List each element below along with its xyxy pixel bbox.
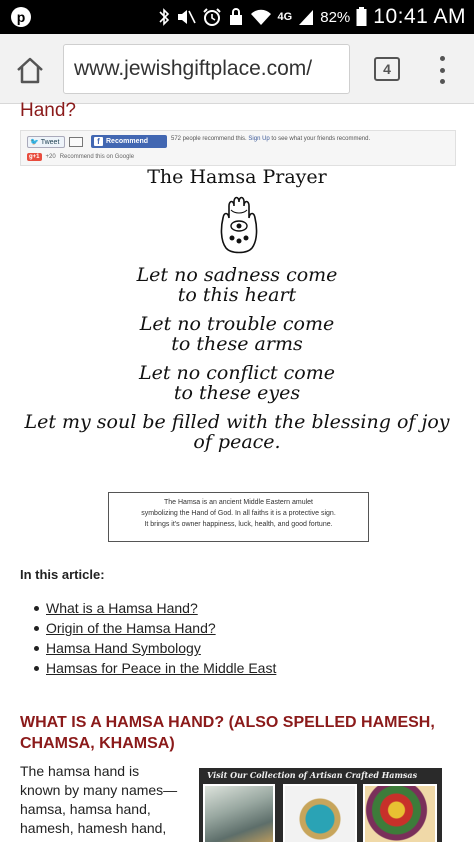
facebook-recommend-button[interactable]: f Recommend — [91, 135, 167, 148]
google-plus-row: g+1 +20 Recommend this on Google — [29, 154, 135, 160]
prayer-stanza: Let my soul be filled with the blessing of joy of peace. — [24, 411, 450, 453]
signup-link[interactable]: Sign Up — [248, 136, 270, 142]
article-body: The hamsa hand is known by many names— hamsa, hamsa hand, hamesh, hamesh hand, — [20, 763, 178, 836]
alarm-icon — [202, 7, 222, 27]
lock-icon — [228, 7, 244, 27]
network-type: 4G — [277, 11, 293, 23]
hamsa-caption-box: The Hamsa is an ancient Middle Eastern amulet symbolizing the Hand of God. In all faiths it is a protective sign. It brings it's owner happiness, luck, health, and good fortune. — [108, 492, 369, 542]
google-plus-button[interactable]: g+1 — [29, 154, 40, 160]
prayer-title: The Hamsa Prayer — [147, 166, 327, 188]
hamsa-product-image[interactable] — [203, 784, 275, 842]
partial-heading: Hand? — [20, 100, 76, 120]
email-share-icon[interactable] — [69, 137, 83, 147]
prayer-stanza: Let no sadness come to this heart — [136, 264, 338, 306]
collection-banner[interactable] — [199, 768, 442, 842]
signal-icon — [298, 7, 314, 27]
hamsa-hand-icon — [217, 196, 261, 256]
in-article-label: In this article: — [20, 567, 105, 582]
overflow-menu-icon[interactable] — [432, 56, 452, 84]
table-of-contents — [46, 598, 276, 678]
toc-link[interactable]: What is a Hamsa Hand? — [46, 598, 276, 618]
hamsa-product-image[interactable] — [283, 784, 357, 842]
clock: 10:41 AM — [373, 5, 466, 28]
bluetooth-icon — [158, 7, 170, 27]
battery-percent: 82% — [320, 8, 351, 26]
toc-link[interactable]: Hamsa Hand Symbology — [46, 638, 276, 658]
social-share-bar — [20, 130, 456, 166]
toc-link[interactable]: Origin of the Hamsa Hand? — [46, 618, 276, 638]
prayer-stanza: Let no conflict come to these eyes — [139, 362, 335, 404]
twitter-bird-icon: 🐦 — [30, 139, 39, 146]
home-button[interactable] — [12, 54, 48, 86]
battery-icon — [356, 7, 367, 27]
mute-icon — [176, 7, 196, 27]
collection-title: Visit Our Collection of Artisan Crafted Hamsas — [207, 770, 418, 780]
url-field[interactable]: www.jewishgiftplace.com/ — [63, 44, 350, 94]
facebook-icon: f — [94, 137, 103, 146]
section-heading: WHAT IS A HAMSA HAND? (ALSO SPELLED HAMESH, CHAMSA, KHAMSA) — [20, 714, 435, 752]
svg-text:p: p — [16, 9, 26, 25]
status-icons — [158, 0, 466, 34]
tabs-button[interactable]: 4 — [374, 57, 400, 81]
prayer-stanza: Let no trouble come to these arms — [139, 313, 335, 355]
status-bar — [0, 0, 474, 34]
home-icon — [15, 56, 45, 84]
hamsa-product-image[interactable] — [363, 784, 437, 842]
pinterest-icon — [10, 6, 32, 28]
browser-toolbar — [0, 34, 474, 104]
wifi-icon — [250, 7, 272, 27]
recommend-text: 572 people recommend this. Sign Up to see what your friends recommend. — [171, 136, 371, 142]
toc-link[interactable]: Hamsas for Peace in the Middle East — [46, 660, 277, 676]
tweet-button[interactable]: 🐦 Tweet — [27, 136, 65, 148]
